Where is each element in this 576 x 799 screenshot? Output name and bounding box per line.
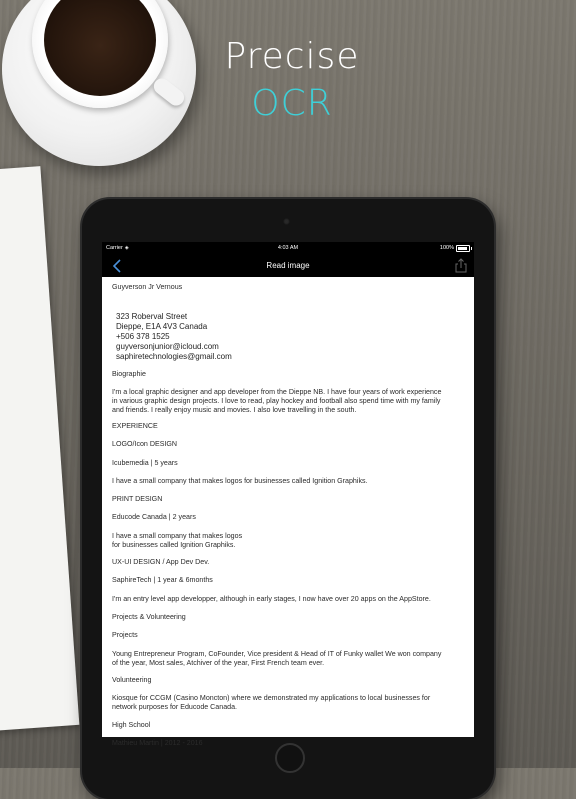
doc-line: +506 378 1525 bbox=[116, 332, 170, 341]
doc-line: I'm an entry level app developper, although in early stages, I now have over 20 apps on the AppStore. bbox=[112, 595, 431, 603]
doc-line: Kiosque for CCGM (Casino Moncton) where we demonstrated my applications to local businesses for bbox=[112, 694, 431, 702]
doc-line: Young Entrepreneur Program, CoFounder, Vice president & Head of IT of Funky wallet We won company bbox=[112, 650, 442, 658]
doc-line: High School bbox=[112, 721, 151, 729]
doc-line: Biographie bbox=[112, 370, 146, 378]
status-battery bbox=[440, 242, 470, 254]
status-bar bbox=[102, 242, 474, 254]
status-time: 4:03 AM bbox=[277, 245, 299, 251]
doc-line: UX-UI DESIGN / App Dev Dev. bbox=[112, 558, 210, 566]
app-screen bbox=[102, 242, 474, 747]
doc-line: Projects bbox=[112, 631, 138, 639]
doc-line: for businesses called Ignition Graphiks. bbox=[112, 541, 236, 549]
share-button[interactable] bbox=[454, 258, 468, 273]
doc-line: Educode Canada | 2 years bbox=[112, 513, 196, 521]
doc-line: saphiretechnologies@gmail.com bbox=[116, 352, 232, 361]
doc-line: SaphireTech | 1 year & 6months bbox=[112, 576, 213, 584]
headline-precise: Precise bbox=[224, 36, 360, 77]
doc-line: in various graphic design projects. I love to read, play hockey and football also spend time with my family bbox=[112, 397, 441, 405]
doc-line: Projects & Volunteering bbox=[112, 613, 186, 621]
doc-line: and friends. I really enjoy music and movies. I also love travelling in the south. bbox=[112, 406, 357, 414]
doc-line: LOGO/Icon DESIGN bbox=[112, 440, 178, 448]
nav-title: Read image bbox=[266, 261, 310, 270]
navigation-bar bbox=[102, 254, 474, 277]
ocr-text-document bbox=[112, 277, 467, 747]
doc-line: of the year, Most sales, Atchiver of the year, First French team ever. bbox=[112, 659, 325, 667]
camera-icon bbox=[283, 218, 290, 225]
doc-line: PRINT DESIGN bbox=[112, 495, 163, 503]
doc-line: I have a small company that makes logos bbox=[112, 532, 243, 540]
battery-icon bbox=[456, 245, 470, 252]
wifi-icon: ◈ bbox=[124, 245, 129, 251]
doc-line: I'm a local graphic designer and app developer from the Dieppe NB. I have four years of work experience bbox=[112, 388, 442, 396]
doc-line: 323 Roberval Street bbox=[116, 312, 188, 321]
doc-line: EXPERIENCE bbox=[112, 422, 158, 430]
doc-line: Mathieu Martin | 2012 - 2016 bbox=[112, 739, 203, 747]
doc-line: Volunteering bbox=[112, 676, 152, 684]
tablet-device bbox=[82, 199, 494, 799]
paper-sheet bbox=[0, 166, 79, 734]
share-icon bbox=[454, 258, 468, 273]
doc-line: Dieppe, E1A 4V3 Canada bbox=[116, 322, 208, 331]
carrier-label: Carrier bbox=[106, 245, 123, 251]
doc-line: network purposes for Educode Canada. bbox=[112, 703, 238, 711]
battery-percent: 100% bbox=[439, 245, 454, 251]
doc-line: guyversonjunior@icloud.com bbox=[116, 342, 219, 351]
doc-line: Icubemedia | 5 years bbox=[112, 459, 178, 467]
home-button[interactable] bbox=[275, 743, 305, 773]
headline-ocr: OCR bbox=[251, 83, 333, 124]
doc-line: Guyverson Jr Vernous bbox=[112, 283, 183, 291]
doc-line: I have a small company that makes logos for businesses called Ignition Graphiks. bbox=[112, 477, 368, 485]
